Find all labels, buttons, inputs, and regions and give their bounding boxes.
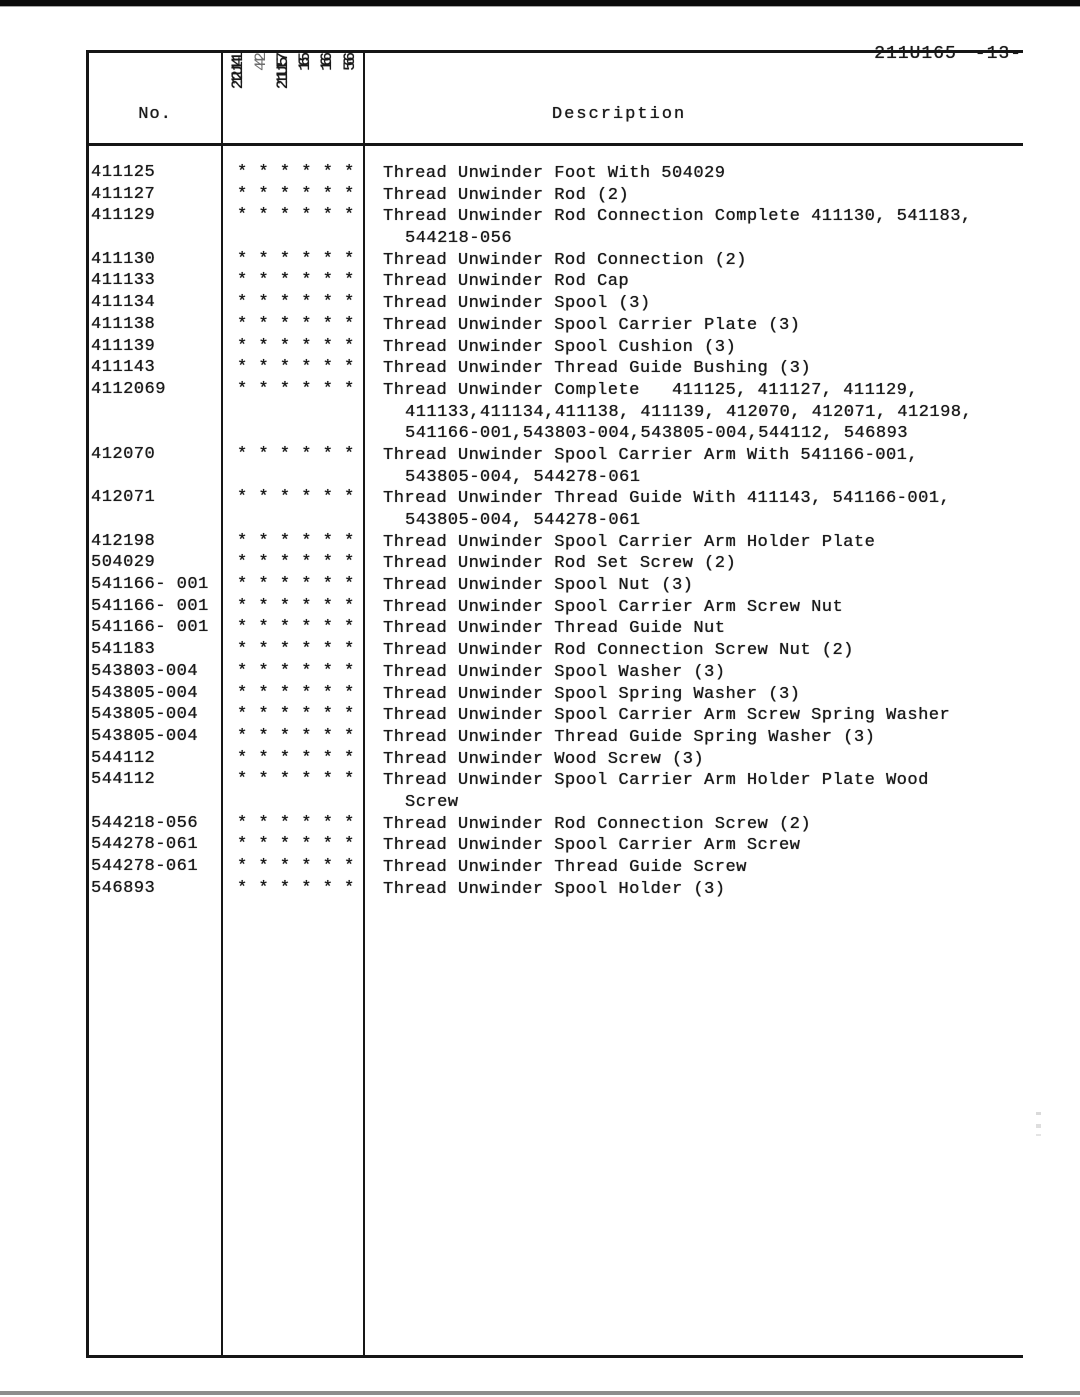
description-line: Thread Unwinder Spool Carrier Arm With 541166-001, — [383, 445, 919, 465]
part-number: 411143 — [91, 358, 156, 378]
part-description — [383, 879, 1023, 901]
part-description — [383, 662, 1023, 684]
description-line: Thread Unwinder Spool Cushion (3) — [383, 337, 737, 357]
model-applicability-stars: * * * * * * — [237, 705, 355, 725]
model-applicability-stars: * * * * * * — [237, 271, 355, 291]
model-applicability-stars: * * * * * * — [237, 163, 355, 182]
machine-model-column-header: 212U141 — [229, 57, 248, 90]
part-number: 541166- 001 — [91, 618, 209, 638]
model-applicability-stars: * * * * * * — [237, 444, 355, 464]
model-applicability-stars: * * * * * * — [237, 358, 355, 378]
description-continuation-line: 411133,411134,411138, 411139, 412070, 412071, 412198, — [405, 402, 973, 422]
part-number: 412198 — [91, 531, 156, 551]
part-description — [383, 575, 1023, 597]
description-continuation-line: Screw — [405, 792, 459, 812]
part-description — [383, 532, 1023, 554]
part-description — [383, 597, 1023, 619]
table-row — [89, 640, 1023, 662]
model-applicability-stars: * * * * * * — [237, 640, 355, 660]
doc-number: 211U165 — [874, 44, 957, 64]
part-description — [383, 315, 1023, 337]
part-number: 504029 — [91, 553, 156, 573]
model-applicability-stars: * * * * * * — [237, 813, 355, 833]
part-description — [383, 857, 1023, 879]
description-line: Thread Unwinder Wood Screw (3) — [383, 749, 705, 769]
table-row — [89, 315, 1023, 337]
description-line: Thread Unwinder Thread Guide With 411143, 541166-001, — [383, 489, 951, 509]
part-description — [383, 835, 1023, 857]
table-row — [89, 553, 1023, 575]
model-applicability-stars: * * * * * * — [237, 314, 355, 334]
part-number: 4112069 — [91, 379, 166, 399]
part-number: 412071 — [91, 488, 156, 508]
description-line: Thread Unwinder Spool Washer (3) — [383, 662, 726, 682]
scan-artifact — [1036, 1112, 1041, 1146]
part-number: 544278-061 — [91, 857, 199, 876]
table-row — [89, 293, 1023, 315]
part-description — [383, 749, 1023, 771]
table-row — [89, 358, 1023, 380]
page-bottom-edge-bar — [0, 1391, 1080, 1395]
description-line: Thread Unwinder Spool Carrier Arm Screw — [383, 836, 801, 856]
model-applicability-stars: * * * * * * — [237, 184, 355, 204]
machine-model-column-header: 165 — [296, 57, 315, 71]
part-number: 411133 — [91, 271, 156, 291]
table-row — [89, 532, 1023, 554]
part-number: 546893 — [91, 878, 156, 898]
description-line: Thread Unwinder Rod Connection Complete 411130, 541183, — [383, 207, 972, 227]
part-number: 543805-004 — [91, 705, 199, 725]
table-row — [89, 597, 1023, 619]
description-continuation-line: 541166-001,543803-004,543805-004,544112, 546893 — [405, 424, 908, 444]
part-description — [383, 358, 1023, 380]
table-row — [89, 835, 1023, 857]
model-applicability-stars: * * * * * * — [237, 857, 355, 876]
model-applicability-stars: * * * * * * — [237, 553, 355, 573]
part-number: 411134 — [91, 293, 156, 313]
part-number: 412070 — [91, 444, 156, 464]
model-applicability-stars: * * * * * * — [237, 596, 355, 616]
part-description — [383, 618, 1023, 640]
parts-table — [86, 50, 1023, 1358]
description-line: Thread Unwinder Spool Carrier Arm Screw Spring Washer — [383, 706, 951, 726]
column-header-description: Description — [551, 105, 687, 124]
model-applicability-stars: * * * * * * — [237, 618, 355, 638]
description-line: Thread Unwinder Spool Spring Washer (3) — [383, 684, 801, 704]
part-number: 544112 — [91, 748, 156, 768]
model-applicability-stars: * * * * * * — [237, 878, 355, 898]
part-description — [383, 640, 1023, 662]
table-row — [89, 684, 1023, 706]
description-line: Thread Unwinder Spool Carrier Arm Holder Plate Wood — [383, 771, 929, 791]
part-number: 411139 — [91, 336, 156, 356]
machine-model-column-header: 211U157 — [273, 57, 292, 90]
part-description — [383, 553, 1023, 575]
part-number: 541166- 001 — [91, 575, 209, 595]
part-description — [383, 185, 1023, 207]
model-applicability-stars: * * * * * * — [237, 206, 355, 226]
description-line: Thread Unwinder Foot With 504029 — [383, 164, 726, 183]
table-row — [89, 727, 1023, 749]
part-description — [383, 163, 1023, 185]
description-line: Thread Unwinder Rod Connection Screw Nut (2) — [383, 641, 854, 661]
model-applicability-stars: * * * * * * — [237, 293, 355, 313]
table-row — [89, 445, 1023, 488]
description-line: Thread Unwinder Spool Carrier Arm Holder Plate — [383, 532, 876, 552]
part-number: 544278-061 — [91, 835, 199, 855]
column-header-no: No. — [138, 105, 172, 124]
table-row — [89, 250, 1023, 272]
part-number: 541183 — [91, 640, 156, 660]
machine-model-column-header: 566 — [340, 57, 359, 71]
description-line: Thread Unwinder Spool Nut (3) — [383, 576, 694, 596]
machine-model-column-header: 442 — [251, 57, 270, 71]
model-applicability-stars: * * * * * * — [237, 336, 355, 356]
part-description — [383, 814, 1023, 836]
part-description — [383, 293, 1023, 315]
model-applicability-stars: * * * * * * — [237, 770, 355, 790]
model-applicability-stars: * * * * * * — [237, 575, 355, 595]
machine-model-headers — [225, 57, 363, 89]
description-line: Thread Unwinder Rod Connection (2) — [383, 250, 747, 270]
table-row — [89, 575, 1023, 597]
model-applicability-stars: * * * * * * — [237, 748, 355, 768]
description-line: Thread Unwinder Rod Connection Screw (2) — [383, 814, 812, 834]
page-number: -13- — [974, 44, 1022, 64]
description-continuation-line: 543805-004, 544278-061 — [405, 467, 641, 487]
description-line: Thread Unwinder Rod (2) — [383, 185, 630, 205]
part-description — [383, 488, 1023, 531]
model-applicability-stars: * * * * * * — [237, 661, 355, 681]
model-applicability-stars: * * * * * * — [237, 726, 355, 746]
table-row — [89, 163, 1023, 185]
part-description — [383, 337, 1023, 359]
model-applicability-stars: * * * * * * — [237, 531, 355, 551]
part-description — [383, 380, 1023, 445]
model-applicability-stars: * * * * * * — [237, 683, 355, 703]
description-line: Thread Unwinder Spool Holder (3) — [383, 879, 726, 899]
model-applicability-stars: * * * * * * — [237, 379, 355, 399]
description-line: Thread Unwinder Spool Carrier Arm Screw Nut — [383, 597, 844, 617]
table-row — [89, 185, 1023, 207]
description-line: Thread Unwinder Thread Guide Nut — [383, 619, 726, 639]
description-line: Thread Unwinder Complete 411125, 411127, 411129, — [383, 380, 919, 400]
part-description — [383, 250, 1023, 272]
part-number: 411125 — [91, 163, 156, 182]
table-row — [89, 814, 1023, 836]
table-body — [89, 163, 1023, 900]
part-number: 411130 — [91, 249, 156, 269]
table-row — [89, 380, 1023, 445]
description-line: Thread Unwinder Rod Set Screw (2) — [383, 554, 737, 574]
description-line: Thread Unwinder Rod Cap — [383, 272, 630, 292]
part-number: 543803-004 — [91, 661, 199, 681]
part-description — [383, 271, 1023, 293]
model-applicability-stars: * * * * * * — [237, 835, 355, 855]
table-row — [89, 770, 1023, 813]
part-description — [383, 445, 1023, 488]
table-row — [89, 271, 1023, 293]
part-description — [383, 727, 1023, 749]
model-applicability-stars: * * * * * * — [237, 249, 355, 269]
model-applicability-stars: * * * * * * — [237, 488, 355, 508]
part-number: 544112 — [91, 770, 156, 790]
table-row — [89, 662, 1023, 684]
header-separator-line — [86, 143, 1023, 146]
table-row — [89, 206, 1023, 249]
part-number: 543805-004 — [91, 683, 199, 703]
part-description — [383, 684, 1023, 706]
table-row — [89, 337, 1023, 359]
part-number: 543805-004 — [91, 726, 199, 746]
table-row — [89, 488, 1023, 531]
description-line: Thread Unwinder Thread Guide Screw — [383, 858, 747, 877]
part-number: 411127 — [91, 184, 156, 204]
part-description — [383, 206, 1023, 249]
table-row — [89, 618, 1023, 640]
table-row — [89, 857, 1023, 879]
part-number: 411138 — [91, 314, 156, 334]
part-number: 541166- 001 — [91, 596, 209, 616]
description-continuation-line: 544218-056 — [405, 229, 513, 249]
description-line: Thread Unwinder Spool Carrier Plate (3) — [383, 315, 801, 335]
part-number: 411129 — [91, 206, 156, 226]
description-continuation-line: 543805-004, 544278-061 — [405, 511, 641, 530]
description-line: Thread Unwinder Thread Guide Spring Washer (3) — [383, 727, 876, 747]
page-top-edge-bar — [0, 0, 1080, 6]
description-line: Thread Unwinder Spool (3) — [383, 294, 651, 314]
part-number: 544218-056 — [91, 813, 199, 833]
table-row — [89, 749, 1023, 771]
machine-model-column-header: 166 — [318, 57, 337, 71]
table-row — [89, 879, 1023, 901]
part-description — [383, 770, 1023, 813]
part-description — [383, 705, 1023, 727]
table-row — [89, 705, 1023, 727]
description-line: Thread Unwinder Thread Guide Bushing (3) — [383, 359, 812, 379]
